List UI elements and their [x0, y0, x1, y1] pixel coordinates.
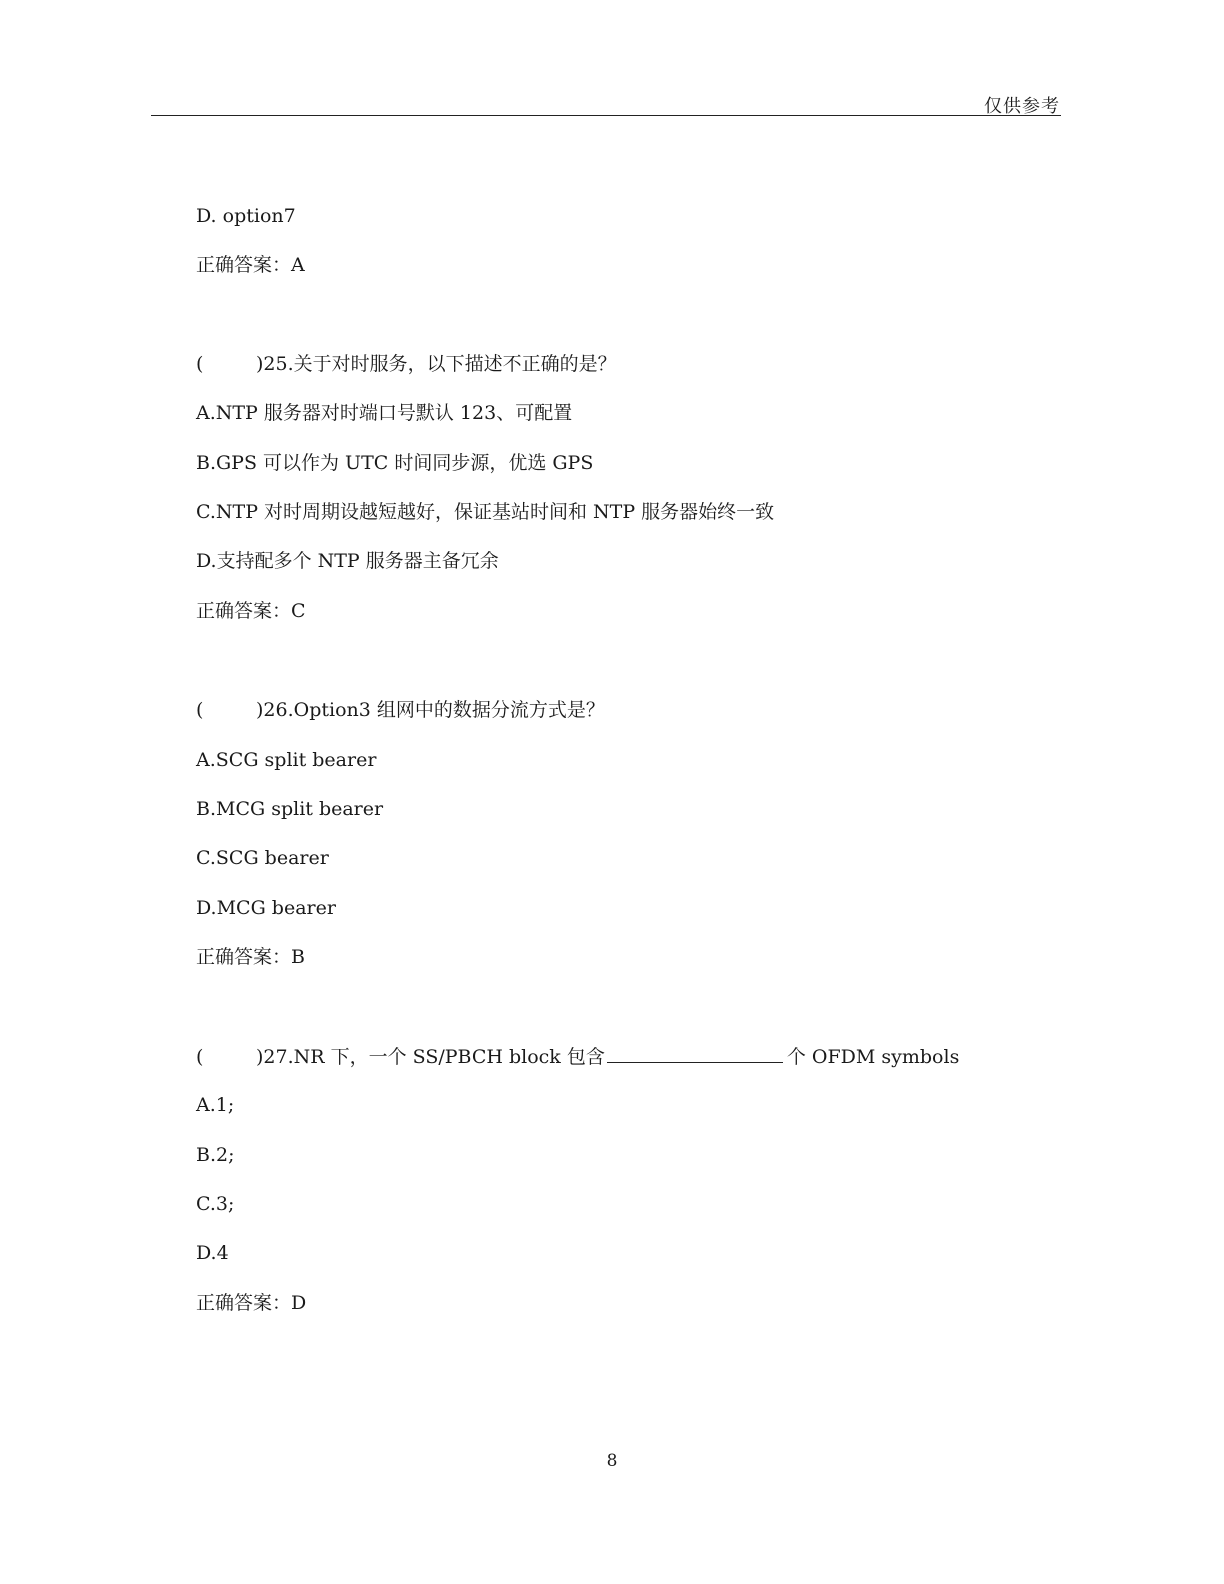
q27-option-a: A.1;	[196, 1094, 235, 1116]
page-number: 8	[606, 1451, 618, 1471]
q26-answer: 正确答案：B	[196, 946, 305, 968]
q26-paren: (	[196, 699, 204, 721]
q25-option-c: C.NTP 对时周期设越短越好，保证基站时间和 NTP 服务器始终一致	[196, 501, 775, 523]
q26-option-b: B.MCG split bearer	[196, 798, 384, 820]
q26-question-text: )26.Option3 组网中的数据分流方式是？	[256, 699, 605, 721]
q26-option-c: C.SCG bearer	[196, 847, 329, 869]
q24-option-d: D. option7	[196, 205, 296, 227]
q24-answer: 正确答案：A	[196, 254, 305, 276]
q27-option-d: D.4	[196, 1242, 229, 1264]
q25-option-a: A.NTP 服务器对时端口号默认 123、可配置	[196, 402, 573, 424]
q27-question	[196, 1044, 959, 1069]
q27-answer: 正确答案：D	[196, 1292, 307, 1314]
q27-option-c: C.3;	[196, 1193, 235, 1215]
page-header-note: 仅供参考	[984, 96, 1060, 117]
q26-question	[196, 698, 605, 722]
q25-answer: 正确答案：C	[196, 600, 306, 622]
q25-question	[196, 352, 617, 376]
q26-option-a: A.SCG split bearer	[196, 749, 377, 771]
header-rule	[151, 115, 1061, 116]
q27-question-text-after: 个 OFDM symbols	[786, 1046, 960, 1068]
q27-option-b: B.2;	[196, 1144, 235, 1166]
q25-option-b: B.GPS 可以作为 UTC 时间同步源，优选 GPS	[196, 452, 594, 474]
q27-paren: (	[196, 1046, 204, 1068]
q25-option-d: D.支持配多个 NTP 服务器主备冗余	[196, 550, 499, 572]
q26-option-d: D.MCG bearer	[196, 897, 336, 919]
q25-question-text: )25.关于对时服务，以下描述不正确的是？	[256, 353, 617, 375]
q27-question-text-before: )27.NR 下，一个 SS/PBCH block 包含	[256, 1046, 605, 1068]
q25-paren: (	[196, 353, 204, 375]
q27-fill-blank	[607, 1044, 783, 1063]
